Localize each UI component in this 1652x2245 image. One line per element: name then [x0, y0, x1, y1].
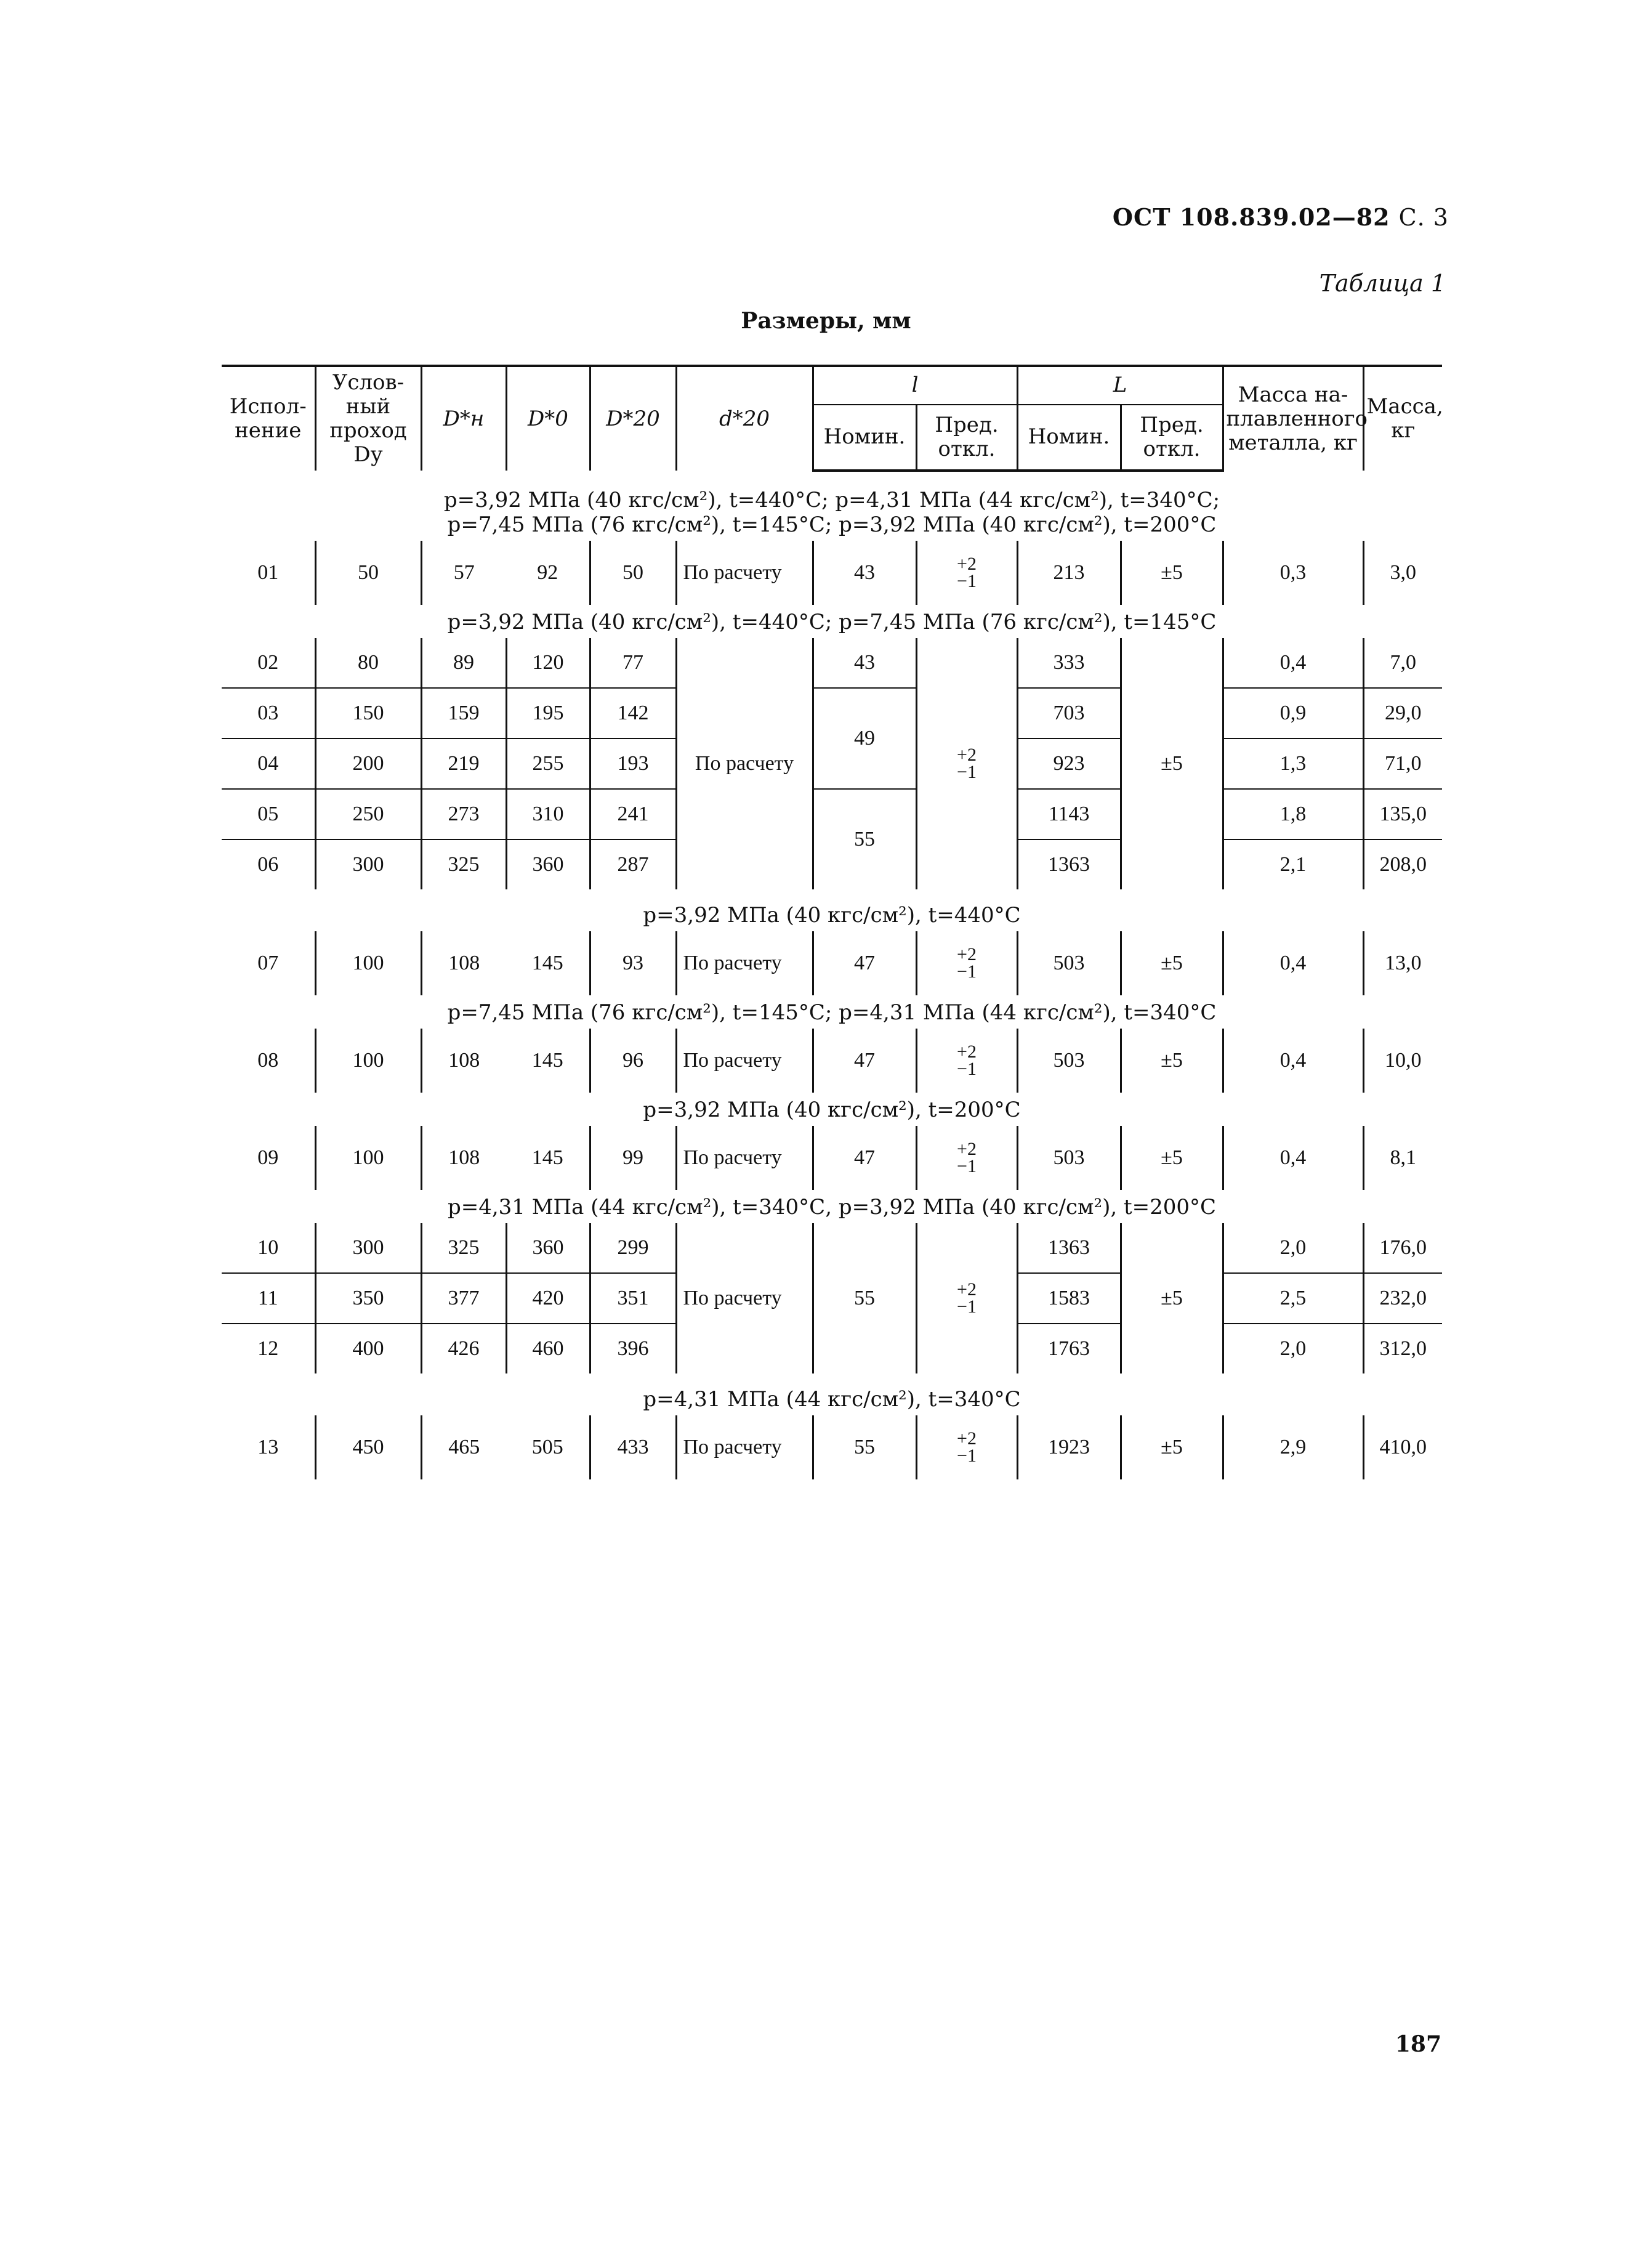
table-cell: По расчету — [676, 1415, 813, 1479]
table-cell: 505 — [531, 1436, 563, 1459]
header-ispolnenie: Испол- нение — [222, 366, 315, 471]
table-row — [222, 931, 1442, 995]
table-cell: 400 — [315, 1324, 421, 1373]
table-cell: 47 — [813, 1126, 916, 1190]
table-cell: 176,0 — [1363, 1223, 1442, 1273]
table-cell: По расчету — [676, 1223, 813, 1373]
table-cell: 1143 — [1017, 789, 1121, 839]
table-cell: 273 — [421, 789, 506, 839]
table-cell: 213 — [1017, 541, 1121, 605]
table-cell: 120 — [506, 638, 590, 688]
table-cell: 433 — [590, 1415, 676, 1479]
page-number: 187 — [1395, 2031, 1441, 2057]
table-cell: 1,3 — [1223, 738, 1363, 789]
table-cell: 350 — [315, 1273, 421, 1324]
header-mass-metal: Масса на- плавленного металла, кг — [1223, 366, 1363, 471]
table-cell: 193 — [590, 738, 676, 789]
table-cell: 360 — [506, 839, 590, 889]
condition-line: p=3,92 МПа (40 кгс/см²), t=440°С; p=7,45 МПа (76 кгс/см²), t=145°С — [447, 610, 1217, 635]
table-cell: 11 — [222, 1273, 315, 1324]
table-cell: ±5 — [1121, 1415, 1223, 1479]
table-row — [222, 688, 1442, 738]
header-l: l — [813, 366, 1017, 405]
table-cell: 13 — [257, 1436, 279, 1459]
table-cell: 108 — [421, 1126, 506, 1190]
table-cell: 100 — [315, 1126, 421, 1190]
table-cell: 142 — [590, 688, 676, 738]
table-cell: +2 −1 — [916, 1126, 1017, 1190]
table-cell: 410,0 — [1363, 1415, 1442, 1479]
header-l-nomin: Номин. — [813, 405, 916, 471]
table-row — [222, 638, 1442, 688]
table-cell: 1363 — [1017, 839, 1121, 889]
table-cell: 80 — [315, 638, 421, 688]
table-cell: 923 — [1017, 738, 1121, 789]
table-cell: 2,1 — [1223, 839, 1363, 889]
table-cell: 2,9 — [1223, 1415, 1363, 1479]
table-cell: ±5 — [1121, 1223, 1223, 1373]
table-title: Размеры, мм — [741, 308, 911, 334]
table-cell: +2 −1 — [916, 931, 1017, 995]
table-cell: 99 — [590, 1126, 676, 1190]
header-dn: D*н — [421, 366, 506, 471]
table-cell: 465 — [421, 1415, 506, 1479]
table-cell: 426 — [421, 1324, 506, 1373]
table-cell: 0,3 — [1223, 541, 1363, 605]
table-cell: 250 — [315, 789, 421, 839]
table-cell: 325 — [421, 1223, 506, 1273]
table-cell: 299 — [590, 1223, 676, 1273]
table-cell: ±5 — [1121, 1029, 1223, 1093]
table-cell: 503 — [1017, 1126, 1121, 1190]
table-cell: 77 — [590, 638, 676, 688]
table-row — [222, 1029, 1442, 1093]
table-cell: 503 — [1017, 931, 1121, 995]
condition-line: p=3,92 МПа (40 кгс/см²), t=200°С — [643, 1098, 1021, 1123]
table-cell: 0,4 — [1223, 1126, 1363, 1190]
table-cell: 108 — [421, 931, 506, 995]
table-cell: По расчету — [676, 541, 813, 605]
header-L-pred: Пред. откл. — [1121, 405, 1223, 471]
table-cell: 50 — [590, 541, 676, 605]
condition-line: p=7,45 МПа (76 кгс/см²), t=145°С; p=4,31 МПа (44 кгс/см²), t=340°С — [447, 1000, 1217, 1025]
table-cell: 232,0 — [1363, 1273, 1442, 1324]
table-cell: 8,1 — [1363, 1126, 1442, 1190]
page-label: С. 3 — [1398, 204, 1449, 231]
table-cell: 55 — [813, 789, 916, 889]
table-cell: 150 — [315, 688, 421, 738]
table-cell: 29,0 — [1363, 688, 1442, 738]
table-cell: 219 — [421, 738, 506, 789]
table-cell: 07 — [257, 952, 279, 975]
table-cell: 13,0 — [1363, 931, 1442, 995]
table-cell: 02 — [222, 638, 315, 688]
table-cell: 325 — [421, 839, 506, 889]
table-cell: 703 — [1017, 688, 1121, 738]
header-dy: Услов- ный проход Dу — [315, 366, 421, 471]
table-cell: 0,9 — [1223, 688, 1363, 738]
table-cell: 71,0 — [1363, 738, 1442, 789]
table-cell: 43 — [813, 638, 916, 688]
table-cell: 360 — [506, 1223, 590, 1273]
header-d0: D*0 — [506, 366, 590, 471]
table-cell: По расчету — [676, 638, 813, 889]
table-cell: 93 — [590, 931, 676, 995]
table-cell: 0,4 — [1223, 931, 1363, 995]
table-cell: 287 — [590, 839, 676, 889]
table-cell: По расчету — [676, 931, 813, 995]
table-cell: 1763 — [1017, 1324, 1121, 1373]
header-d20-small: d*20 — [676, 366, 813, 471]
table-cell: 503 — [1017, 1029, 1121, 1093]
table-cell: 420 — [506, 1273, 590, 1324]
table-cell: 2,0 — [1223, 1324, 1363, 1373]
table-cell: +2 −1 — [916, 541, 1017, 605]
table-cell: 159 — [421, 688, 506, 738]
table-cell: 310 — [506, 789, 590, 839]
table-cell: 333 — [1017, 638, 1121, 688]
table-cell: 255 — [506, 738, 590, 789]
table-cell: 2,5 — [1223, 1273, 1363, 1324]
table-cell: 3,0 — [1363, 541, 1442, 605]
table-cell: 05 — [222, 789, 315, 839]
table-cell: 47 — [813, 1029, 916, 1093]
table-cell: По расчету — [676, 1029, 813, 1093]
table-cell: ±5 — [1121, 1126, 1223, 1190]
table-cell: 145 — [531, 1146, 563, 1170]
table-cell: 03 — [222, 688, 315, 738]
table-cell: ±5 — [1121, 931, 1223, 995]
table-cell: 1363 — [1017, 1223, 1121, 1273]
table-cell: ±5 — [1121, 638, 1223, 889]
header-d20: D*20 — [590, 366, 676, 471]
table-cell: 09 — [257, 1146, 279, 1170]
table-cell: 96 — [590, 1029, 676, 1093]
table-cell: 2,0 — [1223, 1223, 1363, 1273]
table-cell: 0,4 — [1223, 1029, 1363, 1093]
table-cell: 208,0 — [1363, 839, 1442, 889]
table-cell: 100 — [315, 1029, 421, 1093]
header-L: L — [1017, 366, 1223, 405]
table-cell: 0,4 — [1223, 638, 1363, 688]
condition-line: p=3,92 МПа (40 кгс/см²), t=440°С — [643, 903, 1021, 928]
table-cell: 145 — [531, 952, 563, 975]
header-l-pred: Пред. откл. — [916, 405, 1017, 471]
condition-line: p=4,31 МПа (44 кгс/см²), t=340°С, p=3,92 МПа (40 кгс/см²), t=200°С — [447, 1195, 1217, 1220]
table-cell: 01 — [257, 561, 279, 585]
table-cell: 10 — [222, 1223, 315, 1273]
table-cell: 108 — [421, 1029, 506, 1093]
table-cell: 47 — [813, 931, 916, 995]
table-cell: 89 — [421, 638, 506, 688]
table-cell: 300 — [315, 1223, 421, 1273]
table-cell: 06 — [257, 853, 279, 876]
table-cell: 351 — [590, 1273, 676, 1324]
doc-code: ОСТ 108.839.02—82 — [1112, 203, 1390, 231]
table-row — [222, 1126, 1442, 1190]
table-cell: 57 — [421, 541, 506, 605]
table-cell: 55 — [813, 1415, 916, 1479]
header-mass: Масса, кг — [1363, 366, 1442, 471]
table-cell: 49 — [813, 688, 916, 789]
table-cell: 50 — [315, 541, 421, 605]
table-cell: 04 — [222, 738, 315, 789]
table-cell: 135,0 — [1363, 789, 1442, 839]
dimensions-table — [222, 365, 1442, 1479]
table-cell: +2 −1 — [916, 1223, 1017, 1373]
table-cell: 312,0 — [1363, 1324, 1442, 1373]
table-cell: По расчету — [676, 1126, 813, 1190]
table-cell: 100 — [315, 931, 421, 995]
table-cell: 1583 — [1017, 1273, 1121, 1324]
table-cell: +2 −1 — [916, 1415, 1017, 1479]
table-cell: 145 — [531, 1049, 563, 1072]
table-cell: 55 — [813, 1223, 916, 1373]
table-cell: 92 — [537, 561, 558, 585]
table-cell: +2 −1 — [916, 638, 1017, 889]
table-row — [222, 541, 1442, 605]
table-cell: +2 −1 — [916, 1029, 1017, 1093]
condition-line: p=4,31 МПа (44 кгс/см²), t=340°С — [643, 1387, 1021, 1412]
table-row — [222, 789, 1442, 839]
table-cell: 450 — [315, 1415, 421, 1479]
table-cell: 377 — [421, 1273, 506, 1324]
table-cell: 1,8 — [1223, 789, 1363, 839]
table-cell: 43 — [813, 541, 916, 605]
table-cell: 300 — [315, 839, 421, 889]
table-cell: 12 — [257, 1337, 279, 1361]
table-row — [222, 1223, 1442, 1273]
table-label: Таблица 1 — [1319, 270, 1446, 297]
table-cell: 241 — [590, 789, 676, 839]
table-cell: 08 — [257, 1049, 279, 1072]
header-L-nomin: Номин. — [1017, 405, 1121, 471]
table-cell: 10,0 — [1363, 1029, 1442, 1093]
table-cell: 195 — [506, 688, 590, 738]
table-cell: 396 — [590, 1324, 676, 1373]
table-row — [222, 1415, 1442, 1479]
table-cell: 7,0 — [1363, 638, 1442, 688]
table-cell: 200 — [315, 738, 421, 789]
table-cell: ±5 — [1121, 541, 1223, 605]
table-cell: 1923 — [1017, 1415, 1121, 1479]
condition-line: p=3,92 МПа (40 кгс/см²), t=440°С; p=4,31 МПа (44 кгс/см²), t=340°С; p=7,45 МПа (76 кгс/см²), t=145°С; p=3,92 МПа (40 кгс/см²), t=200°С — [443, 488, 1220, 538]
document-header — [1113, 203, 1449, 231]
table-cell: 460 — [506, 1324, 590, 1373]
